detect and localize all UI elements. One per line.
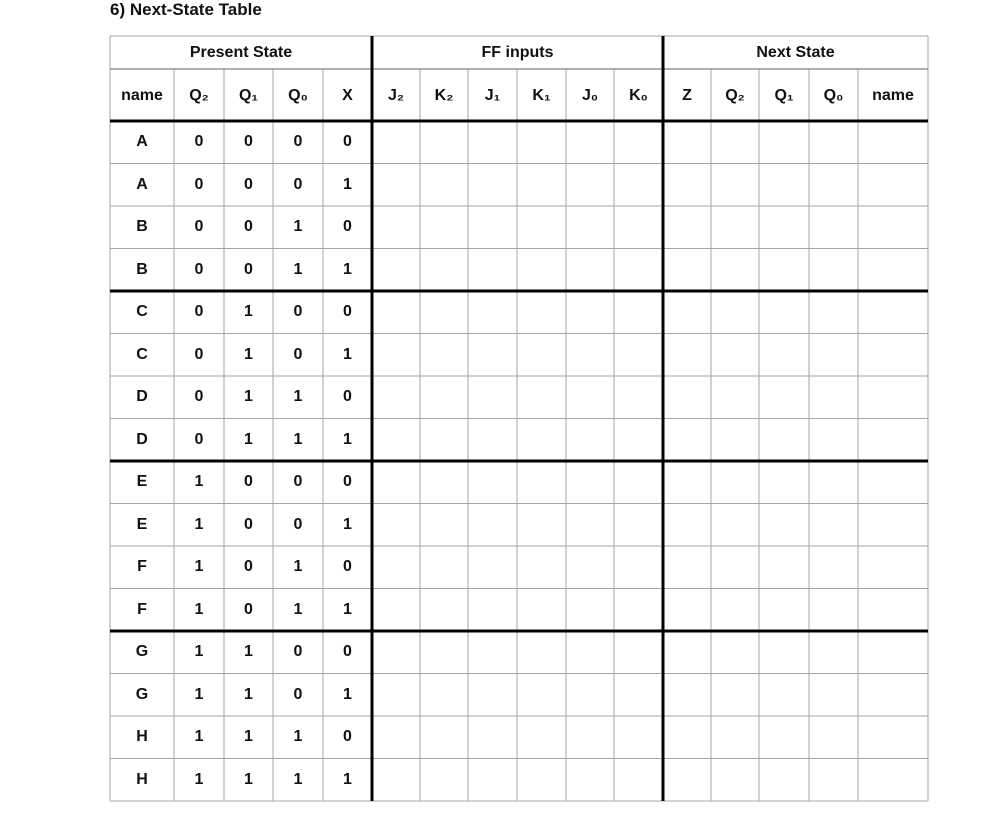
bit-cell: 1 [244, 345, 253, 363]
bit-cell: 0 [293, 515, 303, 533]
column-header: Q₁ [774, 87, 794, 104]
bit-cell: 1 [343, 430, 352, 448]
bit-cell: 0 [194, 303, 204, 321]
bit-cell: 0 [293, 473, 303, 491]
state-name-cell: B [136, 260, 148, 278]
bit-cell: 0 [293, 175, 303, 193]
column-header: name [872, 87, 914, 104]
column-header: Z [682, 87, 692, 104]
bit-cell: 0 [194, 133, 204, 151]
column-header: K₀ [629, 87, 648, 104]
column-header: Q₀ [823, 87, 844, 104]
column-header: name [121, 87, 163, 104]
bit-cell: 0 [343, 218, 352, 236]
state-name-cell: C [136, 345, 148, 363]
bit-cell: 0 [293, 133, 303, 151]
bit-cell: 0 [244, 218, 253, 236]
bit-cell: 0 [343, 303, 352, 321]
bit-cell: 1 [293, 430, 303, 448]
bit-cell: 0 [244, 600, 253, 618]
state-name-cell: F [137, 600, 147, 618]
bit-cell: 1 [343, 345, 352, 363]
column-header: X [342, 87, 353, 104]
bit-cell: 1 [244, 430, 253, 448]
bit-cell: 1 [244, 388, 253, 406]
bit-cell: 0 [343, 388, 352, 406]
bit-cell: 0 [194, 260, 204, 278]
state-name-cell: G [135, 643, 149, 661]
bit-cell: 0 [194, 388, 204, 406]
bit-cell: 0 [343, 473, 352, 491]
column-header: K₂ [434, 87, 454, 104]
bit-cell: 0 [244, 515, 253, 533]
bit-cell: 0 [293, 685, 303, 703]
state-name-cell: E [136, 515, 148, 533]
column-header: Q₀ [288, 87, 308, 104]
bit-cell: 1 [343, 515, 352, 533]
bit-cell: 1 [244, 728, 253, 746]
state-name-cell: A [136, 133, 148, 151]
bit-cell: 1 [244, 643, 253, 661]
bit-cell: 0 [244, 473, 253, 491]
column-header: Q₁ [238, 87, 259, 104]
bit-cell: 0 [194, 175, 204, 193]
state-name-cell: G [135, 685, 149, 703]
bit-cell: 0 [343, 643, 352, 661]
column-header: Q₂ [725, 87, 745, 104]
bit-cell: 1 [194, 515, 204, 533]
bit-cell: 0 [343, 133, 352, 151]
state-name-cell: H [136, 728, 148, 746]
bit-cell: 1 [244, 303, 253, 321]
bit-cell: 1 [194, 728, 204, 746]
bit-cell: 0 [244, 558, 253, 576]
bit-cell: 1 [244, 685, 253, 703]
bit-cell: 0 [293, 643, 303, 661]
state-name-cell: D [136, 430, 148, 448]
bit-cell: 1 [194, 558, 204, 576]
group-header: Next State [756, 43, 835, 61]
group-header: Present State [189, 43, 293, 61]
group-header: FF inputs [481, 43, 554, 61]
bit-cell: 0 [293, 345, 303, 363]
bit-cell: 0 [293, 303, 303, 321]
bit-cell: 1 [293, 770, 303, 788]
bit-cell: 1 [194, 643, 204, 661]
page-title: 6) Next-State Table [110, 0, 262, 19]
bit-cell: 1 [343, 685, 352, 703]
bit-cell: 1 [343, 175, 352, 193]
bit-cell: 1 [343, 600, 352, 618]
bit-cell: 1 [293, 218, 303, 236]
bit-cell: 0 [194, 345, 204, 363]
bit-cell: 1 [343, 260, 352, 278]
bit-cell: 1 [293, 600, 303, 618]
bit-cell: 1 [343, 770, 352, 788]
bit-cell: 1 [293, 388, 303, 406]
bit-cell: 1 [194, 770, 204, 788]
bit-cell: 1 [194, 685, 204, 703]
state-name-cell: F [137, 558, 147, 576]
bit-cell: 0 [343, 728, 352, 746]
state-name-cell: E [136, 473, 148, 491]
state-name-cell: H [136, 770, 148, 788]
column-header: J₀ [581, 87, 599, 104]
bit-cell: 0 [244, 175, 253, 193]
bit-cell: 0 [343, 558, 352, 576]
bit-cell: 1 [293, 558, 303, 576]
bit-cell: 0 [244, 133, 253, 151]
column-header: Q₂ [189, 87, 209, 104]
column-header: J₁ [484, 87, 501, 104]
column-header: K₁ [532, 87, 551, 104]
state-name-cell: D [136, 388, 148, 406]
bit-cell: 0 [244, 260, 253, 278]
column-header: J₂ [387, 87, 404, 104]
bit-cell: 1 [293, 260, 303, 278]
bit-cell: 1 [194, 600, 204, 618]
state-name-cell: C [136, 303, 148, 321]
state-name-cell: B [136, 218, 148, 236]
state-name-cell: A [136, 175, 148, 193]
bit-cell: 1 [244, 770, 253, 788]
bit-cell: 1 [293, 728, 303, 746]
bit-cell: 0 [194, 430, 204, 448]
bit-cell: 0 [194, 218, 204, 236]
bit-cell: 1 [194, 473, 204, 491]
